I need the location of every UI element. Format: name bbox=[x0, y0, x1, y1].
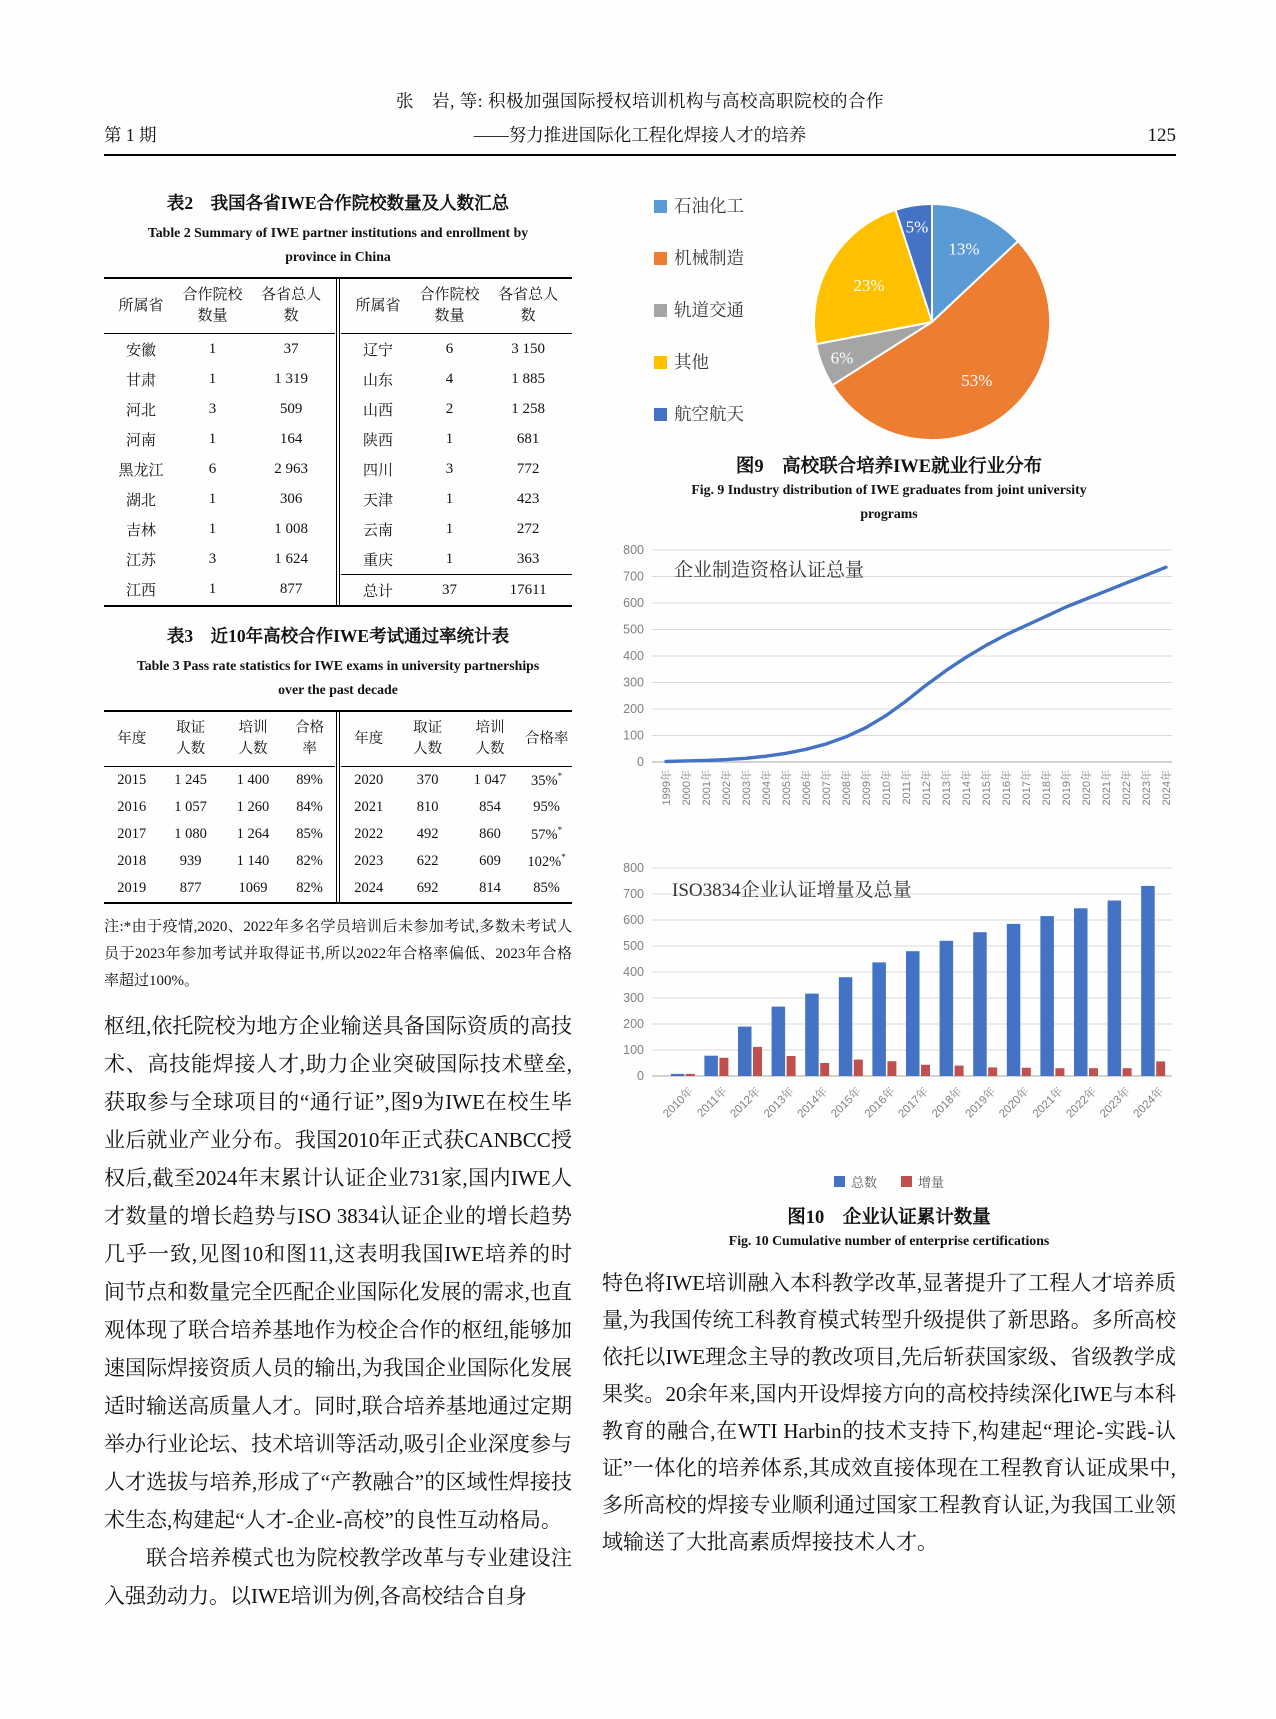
x-axis-tick-label: 2014年 bbox=[795, 1085, 831, 1121]
x-axis-tick-label: 2019年 bbox=[963, 1085, 999, 1121]
table-cell: 江苏 bbox=[125, 552, 156, 569]
legend-swatch bbox=[654, 356, 667, 369]
right-column bbox=[602, 186, 1176, 1615]
table-header-row bbox=[104, 279, 335, 334]
table-header-cell: 各省总人 数 bbox=[247, 279, 335, 334]
legend-label: 石油化工 bbox=[674, 196, 744, 216]
y-axis-tick-label: 0 bbox=[637, 1069, 644, 1083]
bar-increment bbox=[988, 1067, 997, 1076]
y-axis-tick-label: 800 bbox=[623, 543, 644, 557]
table2-title-en-line1: Table 2 Summary of IWE partner institutions and enrollment by bbox=[147, 225, 529, 240]
table-row bbox=[104, 364, 335, 394]
table-half bbox=[104, 712, 337, 902]
bar-total bbox=[805, 994, 819, 1076]
table-cell: 1 bbox=[208, 430, 217, 447]
table-row bbox=[341, 334, 572, 365]
y-axis-tick-label: 300 bbox=[623, 991, 644, 1005]
table-header-cell: 所属省 bbox=[341, 279, 415, 334]
table-cell: 河北 bbox=[125, 402, 156, 419]
table3-title-en-line1: Table 3 Pass rate statistics for IWE exams in university partnerships bbox=[136, 658, 540, 673]
bar-total bbox=[1141, 886, 1155, 1076]
bar-increment bbox=[1055, 1068, 1064, 1076]
table-cell: 4 bbox=[445, 370, 454, 387]
table-cell: 3 bbox=[208, 550, 217, 567]
y-axis-tick-label: 700 bbox=[623, 569, 644, 584]
table3-note: 注:*由于疫情,2020、2022年多名学员培训后未参加考试,多数未考试人员于2023年参加考试并取得证书,所以2022年合格率偏低、2023年合格率超过100%。 bbox=[104, 919, 572, 989]
table-cell: 370 bbox=[416, 772, 439, 788]
pie-chart bbox=[602, 186, 1176, 448]
table-cell: 609 bbox=[479, 853, 501, 869]
table-row bbox=[104, 424, 335, 454]
table-header-cell: 合作院校 数量 bbox=[178, 279, 247, 334]
x-axis-tick-label: 2016年 bbox=[862, 1085, 898, 1121]
x-axis-tick-label: 2010年 bbox=[881, 770, 893, 806]
y-axis-tick-label: 800 bbox=[623, 861, 644, 875]
legend-swatch bbox=[654, 408, 667, 421]
table-cell: 82% bbox=[296, 853, 323, 869]
fig9-caption-cn: 图9 高校联合培养IWE就业行业分布 bbox=[735, 457, 1043, 477]
table-cell: 509 bbox=[279, 400, 303, 417]
table-header-cell: 所属省 bbox=[104, 279, 178, 334]
table-header-cell: 取证 人数 bbox=[396, 712, 458, 767]
legend-label: 轨道交通 bbox=[674, 300, 744, 320]
table-cell: 2024 bbox=[354, 880, 384, 896]
y-axis-tick-label: 400 bbox=[623, 649, 644, 663]
x-axis-tick-label: 2007年 bbox=[821, 770, 833, 806]
table-cell: 164 bbox=[279, 430, 303, 447]
pie-slice-label: 6% bbox=[830, 348, 854, 368]
table-row bbox=[104, 454, 335, 484]
table-cell: 1 bbox=[445, 430, 454, 447]
bar-chart-svg bbox=[602, 854, 1176, 1170]
table-cell: 306 bbox=[279, 490, 303, 507]
table-cell: 2016 bbox=[117, 799, 147, 815]
x-axis-tick-label: 2022年 bbox=[1121, 770, 1133, 806]
table-cell: 河南 bbox=[125, 432, 156, 449]
table-row bbox=[341, 794, 572, 821]
table2-title-en-line2: province in China bbox=[285, 249, 391, 264]
table-header-cell: 合作院校 数量 bbox=[415, 279, 484, 334]
table-cell: 2 963 bbox=[274, 460, 308, 477]
line-chart-title: 企业制造资格认证总量 bbox=[674, 560, 865, 581]
x-axis-tick-label: 2018年 bbox=[930, 1085, 965, 1121]
table-cell: 681 bbox=[516, 430, 540, 447]
x-axis-tick-label: 2004年 bbox=[761, 770, 773, 806]
table-cell: 6 bbox=[445, 340, 454, 357]
table-cell: 1 080 bbox=[174, 826, 207, 842]
table-cell: 85% bbox=[296, 826, 323, 842]
y-axis-tick-label: 100 bbox=[623, 1043, 644, 1057]
table-cell: 877 bbox=[279, 580, 303, 597]
x-axis-tick-label: 2024年 bbox=[1131, 1085, 1167, 1121]
table-cell: 1 008 bbox=[274, 520, 308, 537]
table-row bbox=[104, 334, 335, 365]
y-axis-tick-label: 400 bbox=[623, 965, 644, 979]
table-cell: 2021 bbox=[354, 799, 384, 815]
bar-legend-item bbox=[901, 1172, 944, 1191]
table-cell: 1 bbox=[208, 340, 217, 357]
legend-label: 增量 bbox=[918, 1175, 945, 1190]
x-axis-tick-label: 2016年 bbox=[1001, 770, 1013, 806]
legend-label: 航空航天 bbox=[674, 404, 744, 424]
table-half bbox=[339, 712, 572, 902]
table-header-cell: 合格率 bbox=[521, 712, 572, 767]
table-cell: 1 bbox=[208, 580, 217, 597]
table-row bbox=[341, 454, 572, 484]
table3-title-cn: 表3 近10年高校合作IWE考试通过率统计表 bbox=[166, 626, 510, 646]
table-header-cell: 培训 人数 bbox=[459, 712, 521, 767]
table-cell: 1 140 bbox=[236, 853, 270, 869]
legend-label: 总数 bbox=[850, 1175, 877, 1190]
bar-chart-title: ISO3834企业认证增量及总量 bbox=[672, 880, 912, 901]
table-half bbox=[104, 279, 337, 605]
x-axis-tick-label: 2009年 bbox=[861, 770, 873, 806]
table-cell: 810 bbox=[416, 799, 439, 815]
x-axis-tick-label: 2001年 bbox=[701, 770, 713, 806]
y-axis-tick-label: 300 bbox=[623, 675, 644, 690]
x-axis-tick-label: 2010年 bbox=[661, 1085, 696, 1121]
bar-increment bbox=[753, 1047, 762, 1076]
body-paragraph-right-1: 特色将IWE培训融入本科教学改革,显著提升了工程人才培养质量,为我国传统工科教育模式转型升级提供了新思路。多所高校依托以IWE理念主导的教改项目,先后斩获国家级、省级教学成果奖。20余年来,国内开设焊接方向的高校持续深化IWE与本科教育的融合,在WTI Harbin的技术支持下,构建起“理论-实践-认证”一体化的培养体系,其成效直接体现在工程教育认证成果中,多所高校的焊接专业顺利通过国家工程教育认证,为我国工业领域输送了大批高素质焊接技术人才。 bbox=[602, 1271, 1176, 1554]
bar-total bbox=[973, 932, 987, 1076]
table-row bbox=[341, 821, 572, 848]
table-half bbox=[339, 279, 572, 605]
x-axis-tick-label: 2019年 bbox=[1061, 770, 1073, 806]
table-cell: 吉林 bbox=[125, 522, 156, 539]
table-cell: 2 bbox=[445, 400, 454, 417]
table-cell: 1 bbox=[445, 520, 454, 537]
left-column bbox=[104, 186, 572, 1615]
table-header-row bbox=[104, 712, 335, 767]
bar-increment bbox=[1089, 1068, 1098, 1076]
legend-swatch bbox=[901, 1176, 912, 1187]
bar-total bbox=[1108, 901, 1122, 1077]
table-cell: 492 bbox=[416, 826, 439, 842]
table-cell: 四川 bbox=[362, 462, 393, 479]
table-cell: 1 264 bbox=[236, 826, 270, 842]
table-row bbox=[104, 394, 335, 424]
table-row bbox=[104, 484, 335, 514]
table-row bbox=[104, 875, 335, 902]
table3 bbox=[104, 710, 572, 904]
table-cell: 云南 bbox=[362, 522, 393, 539]
x-axis-tick-label: 2014年 bbox=[961, 770, 973, 806]
x-axis-tick-label: 2013年 bbox=[941, 770, 953, 806]
table-row bbox=[341, 424, 572, 454]
x-axis-tick-label: 2017年 bbox=[896, 1085, 932, 1121]
table-cell: 17611 bbox=[484, 575, 572, 606]
table-cell: 重庆 bbox=[362, 552, 393, 569]
table-cell: 湖北 bbox=[125, 492, 156, 509]
pie-slice-label: 13% bbox=[948, 239, 980, 259]
table-cell: 1 400 bbox=[236, 772, 270, 788]
bar-total bbox=[1074, 908, 1088, 1076]
table-row bbox=[341, 575, 572, 606]
table-cell: 877 bbox=[179, 880, 202, 896]
header-rule bbox=[104, 154, 1176, 156]
table-cell: 2017 bbox=[117, 826, 147, 842]
y-axis-tick-label: 600 bbox=[623, 913, 644, 927]
table-cell: 安徽 bbox=[125, 342, 156, 359]
table-cell: 272 bbox=[516, 520, 540, 537]
x-axis-tick-label: 2011年 bbox=[695, 1085, 730, 1120]
bar-increment bbox=[820, 1063, 829, 1076]
bar-total bbox=[1040, 916, 1054, 1076]
issue-label: 第 1 期 bbox=[104, 125, 157, 145]
table-header-cell: 各省总人 数 bbox=[484, 279, 572, 334]
table-cell: 黑龙江 bbox=[118, 462, 164, 479]
bar-total bbox=[772, 1007, 786, 1076]
x-axis-tick-label: 2012年 bbox=[921, 770, 933, 806]
table-cell: 1 bbox=[208, 370, 217, 387]
table-cell: 35%* bbox=[531, 771, 563, 789]
table-cell: 山东 bbox=[362, 372, 393, 389]
table-cell: 2020 bbox=[354, 772, 384, 788]
table-row bbox=[341, 514, 572, 544]
pie-chart-svg bbox=[602, 186, 1167, 448]
table-cell: 814 bbox=[479, 880, 501, 896]
table-cell: 1 245 bbox=[174, 772, 207, 788]
table-cell: 天津 bbox=[362, 492, 393, 509]
body-paragraph-left-1: 枢纽,依托院校为地方企业输送具备国际资质的高技术、高技能焊接人才,助力企业突破国际技术壁垒,获取参与全球项目的“通行证”,图9为IWE在校生毕业后就业产业分布。我国2010年正式获CANBCC授权后,截至2024年末累计认证企业731家,国内IWE人才数量的增长趋势与ISO 3834认证企业的增长趋势几乎一致,见图10和图11,这表明我国IWE培养的时间节点和数量完全匹配企业国际化发展的需求,也直观体现了联合培养基地作为校企合作的枢纽,能够加速国际焊接资质人员的输出,为我国企业国际化发展适时输送高质量人才。同时,联合培养基地通过定期举办行业论坛、技术培训等活动,吸引企业深度参与人才选拔与培养,形成了“产教融合”的区域性焊接技术生态,构建起“人才-企业-高校”的良性互动格局。 bbox=[104, 1014, 572, 1532]
legend-swatch bbox=[654, 200, 667, 213]
table-row bbox=[341, 394, 572, 424]
table-cell: 1 057 bbox=[174, 799, 207, 815]
line-chart bbox=[602, 536, 1176, 836]
x-axis-tick-label: 2021年 bbox=[1030, 1085, 1066, 1121]
fig9-caption-en-line1: Fig. 9 Industry distribution of IWE graduates from joint university bbox=[691, 482, 1087, 497]
y-axis-tick-label: 500 bbox=[623, 622, 644, 637]
table-cell: 89% bbox=[296, 772, 323, 788]
table-cell: 1 319 bbox=[274, 370, 308, 387]
table-header-cell: 年度 bbox=[341, 712, 396, 767]
line-chart-svg bbox=[602, 536, 1176, 836]
y-axis-tick-label: 200 bbox=[623, 702, 644, 716]
bar-total bbox=[940, 941, 954, 1076]
bar-increment bbox=[719, 1058, 728, 1076]
bar-total bbox=[906, 951, 920, 1076]
fig10-caption-en: Fig. 10 Cumulative number of enterprise certifications bbox=[728, 1233, 1050, 1248]
table-cell: 1 258 bbox=[511, 400, 545, 417]
table-row bbox=[104, 821, 335, 848]
page-number: 125 bbox=[1147, 125, 1176, 146]
table-cell: 1 bbox=[208, 490, 217, 507]
fig9-caption-en-line2: programs bbox=[860, 506, 918, 521]
table-cell: 37 bbox=[283, 340, 299, 357]
table-cell: 1 bbox=[445, 550, 454, 567]
bar-increment bbox=[686, 1074, 695, 1076]
table-cell: 860 bbox=[479, 826, 501, 842]
table-header-row bbox=[341, 712, 572, 767]
table3-title-en-line2: over the past decade bbox=[278, 682, 398, 697]
y-axis-tick-label: 600 bbox=[623, 596, 644, 610]
bar-increment bbox=[887, 1061, 896, 1076]
table-row bbox=[341, 544, 572, 575]
table-cell: 85% bbox=[533, 880, 560, 896]
x-axis-tick-label: 2003年 bbox=[741, 770, 753, 806]
x-axis-tick-label: 2005年 bbox=[781, 770, 793, 806]
x-axis-tick-label: 2000年 bbox=[681, 770, 693, 806]
table-cell: 37 bbox=[415, 575, 484, 606]
x-axis-tick-label: 2002年 bbox=[721, 770, 733, 806]
bar-increment bbox=[854, 1060, 863, 1076]
pie-legend-item bbox=[654, 404, 744, 424]
bar-total bbox=[704, 1056, 718, 1076]
bar-increment bbox=[1156, 1061, 1165, 1076]
table-row bbox=[104, 767, 335, 795]
table-cell: 363 bbox=[516, 550, 540, 567]
pie-slice-label: 23% bbox=[853, 275, 885, 295]
bar-increment bbox=[1022, 1068, 1031, 1076]
table-cell: 1 885 bbox=[511, 370, 545, 387]
x-axis-tick-label: 2021年 bbox=[1101, 770, 1113, 806]
y-axis-tick-label: 500 bbox=[623, 939, 644, 953]
pie-legend-item bbox=[654, 248, 744, 268]
table-row bbox=[341, 364, 572, 394]
table-cell: 622 bbox=[416, 853, 439, 869]
table-row bbox=[341, 767, 572, 795]
x-axis-tick-label: 2017年 bbox=[1021, 770, 1033, 806]
table-cell: 82% bbox=[296, 880, 323, 896]
x-axis-tick-label: 2012年 bbox=[728, 1085, 764, 1121]
bar-total bbox=[839, 977, 853, 1076]
table-cell: 1 624 bbox=[274, 550, 308, 567]
table-cell: 95% bbox=[533, 799, 560, 815]
table-row bbox=[341, 484, 572, 514]
legend-swatch bbox=[654, 304, 667, 317]
table-cell: 1 bbox=[445, 490, 454, 507]
table-cell: 1 047 bbox=[473, 772, 507, 788]
pie-slice-label: 53% bbox=[961, 370, 993, 390]
table-header-cell: 年度 bbox=[104, 712, 159, 767]
table-row bbox=[341, 848, 572, 875]
legend-label: 机械制造 bbox=[674, 248, 744, 268]
bar-increment bbox=[787, 1056, 796, 1076]
table-cell: 423 bbox=[516, 490, 540, 507]
table2 bbox=[104, 277, 572, 607]
x-axis-tick-label: 2020年 bbox=[1081, 770, 1093, 806]
bar-increment bbox=[955, 1066, 964, 1076]
pie-slice-label: 5% bbox=[905, 217, 929, 237]
table-cell: 甘肃 bbox=[125, 372, 156, 389]
pie-legend-item bbox=[654, 352, 709, 372]
table-row bbox=[341, 875, 572, 902]
bar-increment bbox=[921, 1065, 930, 1076]
table-cell: 84% bbox=[296, 799, 323, 815]
y-axis-tick-label: 0 bbox=[637, 755, 644, 769]
x-axis-tick-label: 2023年 bbox=[1098, 1085, 1133, 1121]
table-cell: 陕西 bbox=[362, 432, 393, 449]
table-cell: 2023 bbox=[354, 853, 384, 869]
table-cell: 2019 bbox=[117, 880, 147, 896]
x-axis-tick-label: 2022年 bbox=[1064, 1085, 1100, 1121]
table-cell: 854 bbox=[479, 799, 501, 815]
table-row bbox=[104, 848, 335, 875]
table-cell: 山西 bbox=[362, 402, 393, 419]
x-axis-tick-label: 2018年 bbox=[1041, 770, 1053, 806]
table-cell: 1069 bbox=[238, 880, 268, 896]
table-cell: 102%* bbox=[527, 852, 566, 870]
table-cell: 1 bbox=[208, 520, 217, 537]
table-header-cell: 培训 人数 bbox=[222, 712, 284, 767]
y-axis-tick-label: 200 bbox=[623, 1017, 644, 1031]
bar-total bbox=[1007, 924, 1021, 1076]
pie-legend-item bbox=[654, 300, 744, 320]
pie-legend-item bbox=[654, 196, 744, 216]
bar-increment bbox=[1123, 1068, 1132, 1076]
table-cell: 2022 bbox=[354, 826, 384, 842]
x-axis-tick-label: 2013年 bbox=[762, 1085, 797, 1121]
table-cell: 2015 bbox=[117, 772, 147, 788]
table-cell: 1 260 bbox=[236, 799, 270, 815]
body-paragraph-left-2: 联合培养模式也为院校教学改革与专业建设注入强劲动力。以IWE培训为例,各高校结合自身 bbox=[104, 1546, 572, 1608]
table-row bbox=[104, 574, 335, 604]
bar-total bbox=[738, 1027, 752, 1076]
bar-chart bbox=[602, 854, 1176, 1170]
table-cell: 6 bbox=[208, 460, 217, 477]
y-axis-tick-label: 700 bbox=[623, 887, 644, 901]
table-cell: 江西 bbox=[125, 582, 156, 599]
table-cell: 772 bbox=[516, 460, 540, 477]
table-row bbox=[104, 514, 335, 544]
table-cell: 总计 bbox=[341, 575, 415, 606]
legend-swatch bbox=[834, 1176, 845, 1187]
table-header-cell: 合格 率 bbox=[284, 712, 335, 767]
x-axis-tick-label: 2024年 bbox=[1161, 770, 1173, 806]
x-axis-tick-label: 2011年 bbox=[901, 770, 913, 805]
bar-total bbox=[872, 962, 886, 1076]
x-axis-tick-label: 2023年 bbox=[1141, 770, 1153, 806]
table-row bbox=[104, 794, 335, 821]
x-axis-tick-label: 2008年 bbox=[841, 770, 853, 806]
bar-total bbox=[671, 1074, 685, 1076]
x-axis-tick-label: 2006年 bbox=[801, 770, 813, 806]
x-axis-tick-label: 2015年 bbox=[829, 1085, 864, 1121]
fig10-caption-cn: 图10 企业认证累计数量 bbox=[787, 1208, 991, 1228]
running-title-line2: ——努力推进国际化工程化焊接人才的培养 bbox=[473, 125, 807, 145]
table-cell: 939 bbox=[179, 853, 202, 869]
bar-legend-item bbox=[834, 1172, 877, 1191]
legend-label: 其他 bbox=[674, 352, 709, 372]
legend-swatch bbox=[654, 252, 667, 265]
page-header bbox=[104, 88, 1176, 156]
table-cell: 692 bbox=[416, 880, 439, 896]
table-cell: 3 150 bbox=[511, 340, 545, 357]
running-title-line1: 张 岩, 等: 积极加强国际授权培训机构与高校高职院校的合作 bbox=[396, 91, 884, 111]
table-cell: 3 bbox=[445, 460, 454, 477]
table-header-cell: 取证 人数 bbox=[159, 712, 221, 767]
table-cell: 辽宁 bbox=[362, 342, 393, 359]
table-row bbox=[104, 544, 335, 574]
bar-chart-legend bbox=[602, 1172, 1176, 1191]
table-cell: 3 bbox=[208, 400, 217, 417]
x-axis-tick-label: 1999年 bbox=[661, 770, 673, 806]
table-cell: 57%* bbox=[531, 825, 563, 843]
table-cell: 2018 bbox=[117, 853, 147, 869]
x-axis-tick-label: 2020年 bbox=[997, 1085, 1032, 1121]
x-axis-tick-label: 2015年 bbox=[981, 770, 993, 806]
table-header-row bbox=[341, 279, 572, 334]
table2-title-cn: 表2 我国各省IWE合作院校数量及人数汇总 bbox=[166, 193, 510, 213]
line-series bbox=[666, 567, 1166, 761]
y-axis-tick-label: 100 bbox=[623, 728, 644, 743]
